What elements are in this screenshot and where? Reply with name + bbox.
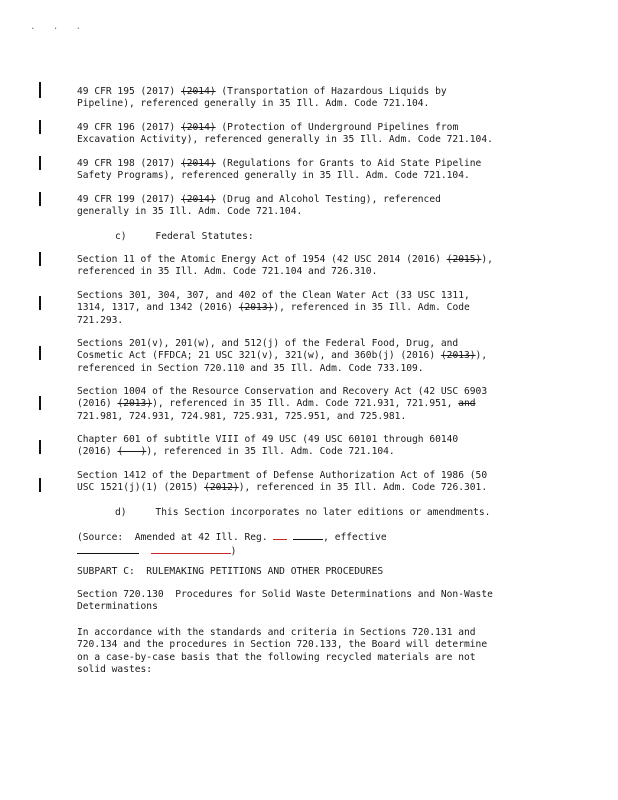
text-segment: ), referenced in 35 Ill. Adm. Code 721.104 and 726.310. <box>77 254 493 278</box>
struck-text: (2012) <box>204 482 239 494</box>
text-segment: 49 CFR 199 (2017) <box>77 194 181 205</box>
subsection-c-heading: c) Federal Statutes: <box>115 231 254 242</box>
section-720-130-body: In accordance with the standards and criteria in Sections 720.131 and 720.134 and the procedures in Section 720.133, the Board will determine on a case-by-case basis that the following recycled materials are not solid wastes: <box>77 627 488 675</box>
change-bar <box>39 440 41 454</box>
change-bar <box>39 346 41 360</box>
paragraph-49cfr195 <box>77 86 552 111</box>
text-segment: 49 CFR 198 (2017) <box>77 158 181 169</box>
change-bar <box>39 396 41 410</box>
text-segment: (Transportation of Hazardous Liquids by Pipeline), referenced generally in 35 Ill. Adm. Code 721.104. <box>77 86 447 110</box>
reg-number-blank <box>293 530 323 540</box>
struck-text: (2015) <box>446 254 482 265</box>
subsection-d-text: d) This Section incorporates no later editions or amendments. <box>115 507 491 518</box>
text-segment: Chapter 601 of subtitle VIII of 49 USC (49 USC 60101 through 60140 (2016) <box>77 434 459 458</box>
source-note <box>77 530 552 559</box>
change-bar <box>39 296 41 310</box>
struck-text: (2013) <box>238 302 274 314</box>
paragraph-clean-water-act <box>77 290 552 327</box>
paragraph-rcra <box>77 386 552 423</box>
struck-text: (2014) <box>180 86 216 97</box>
section-720-130-title: Section 720.130 Procedures for Solid Waste Determinations and Non-Waste Determinations <box>77 589 493 613</box>
scan-specks: . . . <box>30 22 88 32</box>
text-segment: Section 11 of the Atomic Energy Act of 1954 (42 USC 2014 (2016) <box>77 254 447 265</box>
text-segment: ), referenced in 35 Ill. Adm. Code 721.931, 721.951, <box>152 398 459 410</box>
struck-text: (2014) <box>180 158 216 169</box>
change-bar <box>39 120 41 134</box>
paragraph-49usc-chapter-601 <box>77 434 552 459</box>
text-segment: 49 CFR 195 (2017) <box>77 86 181 97</box>
text-segment: ), referenced in 35 Ill. Adm. Code 721.293. <box>77 302 470 326</box>
change-bar <box>39 478 41 492</box>
effective-date-blank-red <box>151 544 231 554</box>
struck-text: (2014) <box>180 194 216 205</box>
change-bar <box>39 252 41 266</box>
paragraph-49cfr196 <box>77 122 552 147</box>
change-bar <box>39 82 41 98</box>
paragraph-atomic-energy-act <box>77 254 552 279</box>
paragraph-49cfr199 <box>77 194 552 219</box>
change-bar <box>39 156 41 170</box>
effective-date-blank <box>77 544 139 554</box>
struck-text: ( ) <box>117 446 147 458</box>
paragraph-49cfr198 <box>77 158 552 183</box>
text-segment: Section 1412 of the Department of Defense Authorization Act of 1986 (50 USC 1521(j)(1) (2015) <box>77 470 488 494</box>
paragraph-ffdca <box>77 338 552 375</box>
change-bar <box>39 192 41 206</box>
text-segment: Sections 301, 304, 307, and 402 of the Clean Water Act (33 USC 1311, 1314, 1317, and 1342 (2016) <box>77 290 470 314</box>
struck-text: and <box>458 398 476 410</box>
text-segment: ), referenced in 35 Ill. Adm. Code 726.301. <box>238 482 488 494</box>
text-segment: Sections 201(v), 201(w), and 512(j) of the Federal Food, Drug, and Cosmetic Act (FFDCA; 21 USC 321(v), 321(w), and 360b(j) (2016) <box>77 338 459 362</box>
source-text: (Source: Amended at 42 Ill. Reg. <box>77 532 274 543</box>
subpart-heading: SUBPART C: RULEMAKING PETITIONS AND OTHER PROCEDURES <box>77 566 384 577</box>
struck-text: (2013) <box>440 350 476 362</box>
text-segment: 721.981, 724.931, 724.981, 725.931, 725.951, and 725.981. <box>77 410 407 422</box>
paragraph-dod-authorization-act <box>77 470 552 495</box>
source-text: ) <box>230 546 237 558</box>
text-segment: (Regulations for Grants to Aid State Pipeline Safety Programs), referenced generally in 35 Ill. Adm. Code 721.104. <box>77 158 482 182</box>
text-segment: ), referenced in 35 Ill. Adm. Code 721.104. <box>146 446 395 458</box>
text-segment: (Drug and Alcohol Testing), referenced generally in 35 Ill. Adm. Code 721.104. <box>77 194 441 218</box>
text-segment: Section 1004 of the Resource Conservation and Recovery Act (42 USC 6903 (2016) <box>77 386 488 410</box>
text-segment: (Protection of Underground Pipelines from Excavation Activity), referenced generally in 35 Ill. Adm. Code 721.104. <box>77 122 493 146</box>
reg-page-blank <box>273 530 287 540</box>
source-text: , effective <box>323 532 387 543</box>
text-segment: 49 CFR 196 (2017) <box>77 122 181 133</box>
text-segment: ), referenced in Section 720.110 and 35 Ill. Adm. Code 733.109. <box>77 350 488 374</box>
struck-text: (2014) <box>180 122 216 133</box>
struck-text: (2013) <box>117 398 153 410</box>
